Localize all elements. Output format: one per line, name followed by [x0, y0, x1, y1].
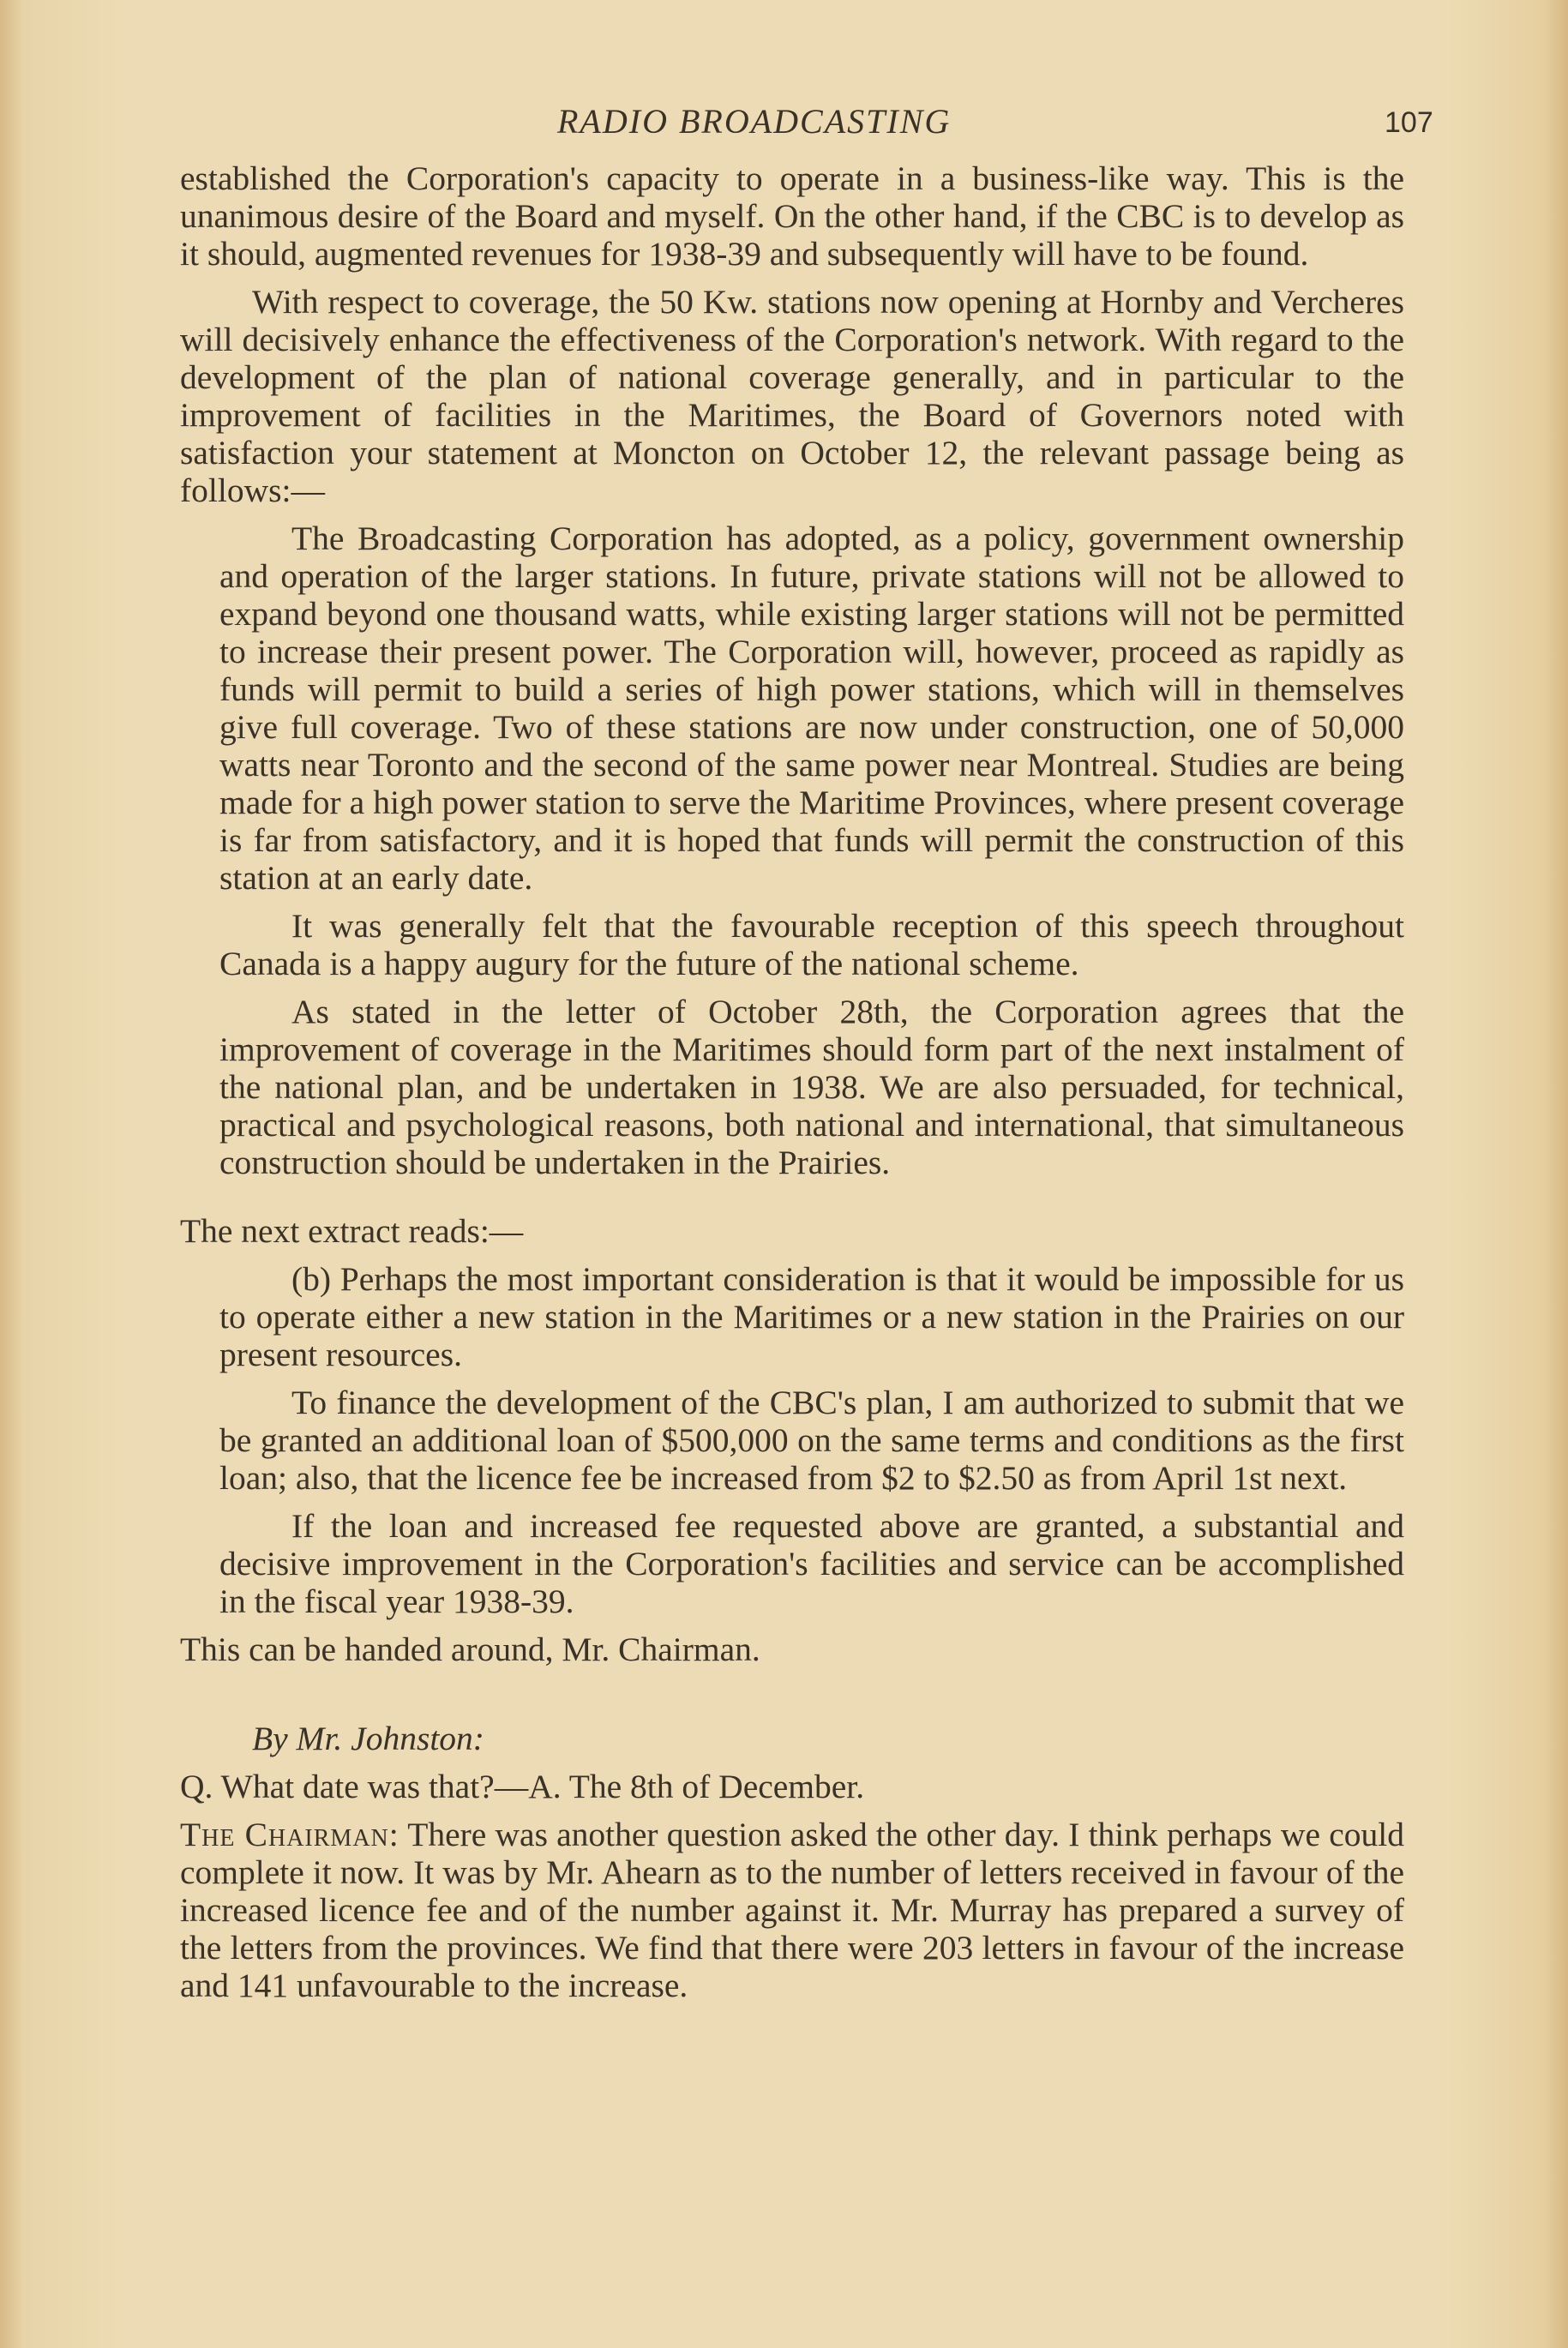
quoted-statement-moncton: The Broadcasting Corporation has adopted, as a policy, government ownership and operation of the larger stations. In future, private stations will not be allowed to expand beyond one thousand watts, while existing larger stations will not be permitted to increase their present power. The Corporation will, however, proceed as rapidly as funds will permit to build a series of high power stations, which will in themselves give full coverage. Two of these stations are now under construction, one of 50,000 watts near Toronto and the second of the same power near Montreal. Studies are being made for a high power station to serve the Maritime Provinces, where present coverage is far from satisfactory, and it is hoped that funds will permit the construction of this station at an early date.	[219, 519, 1404, 897]
examiner-heading: By Mr. Johnston:	[252, 1720, 484, 1757]
paragraph-coverage: With respect to coverage, the 50 Kw. stations now opening at Hornby and Vercheres will decisively enhance the effectiveness of the Corporation's network. With regard to the development of the plan of national coverage generally, and in particular to the improvement of facilities in the Maritimes, the Board of Governors noted with satisfaction your statement at Moncton on October 12, the relevant passage being as follows:—	[180, 283, 1404, 509]
running-title: RADIO BROADCASTING	[557, 102, 952, 141]
page-body	[180, 159, 1404, 2015]
paragraph-letter-october: As stated in the letter of October 28th, the Corporation agrees that the improvement of coverage in the Maritimes should form part of the next instalment of the national plan, and be undertaken in 1938. We are also persuaded, for technical, practical and psychological reasons, both national and international, that simultaneous construction should be undertaken in the Prairies.	[219, 993, 1404, 1181]
extract-consideration-b: (b) Perhaps the most important consideration is that it would be impossible for us to operate either a new station in the Maritimes or a new station in the Prairies on our present resources.	[219, 1260, 1404, 1373]
page-header	[0, 101, 1568, 144]
extract-loan-request: To finance the development of the CBC's plan, I am authorized to submit that we be granted an additional loan of $500,000 on the same terms and conditions as the first loan; also, that the licence fee be increased from $2 to $2.50 as from April 1st next.	[219, 1384, 1404, 1497]
paragraph-continuation: established the Corporation's capacity to operate in a business-like way. This is the unanimous desire of the Board and myself. On the other hand, if the CBC is to develop as it should, augmented revenues for 1938-39 and subsequently will have to be found.	[180, 159, 1404, 273]
paragraph-handed-around: This can be handed around, Mr. Chairman.	[180, 1630, 760, 1668]
chairman-label: The Chairman:	[180, 1816, 400, 1853]
chairman-remarks	[180, 1816, 1404, 2004]
chairman-text: There was another question asked the other day. I think perhaps we could complete it now. It was by Mr. Ahearn as to the number of letters received in favour of the increased licence fee and of the number against it. Mr. Murray has prepared a survey of the letters from the provinces. We find that there were 203 letters in favour of the increase and 141 unfavourable to the increase.	[180, 1816, 1404, 2004]
extract-improvement: If the loan and increased fee requested above are granted, a substantial and decisive improvement in the Corporation's facilities and service can be accomplished in the fiscal year 1938-39.	[219, 1507, 1404, 1620]
page-number: 107	[1385, 106, 1433, 139]
paragraph-reception: It was generally felt that the favourable reception of this speech throughout Canada is a happy augury for the future of the national scheme.	[219, 907, 1404, 982]
question-answer: Q. What date was that?—A. The 8th of December.	[180, 1768, 865, 1805]
paragraph-next-extract: The next extract reads:—	[180, 1212, 524, 1250]
